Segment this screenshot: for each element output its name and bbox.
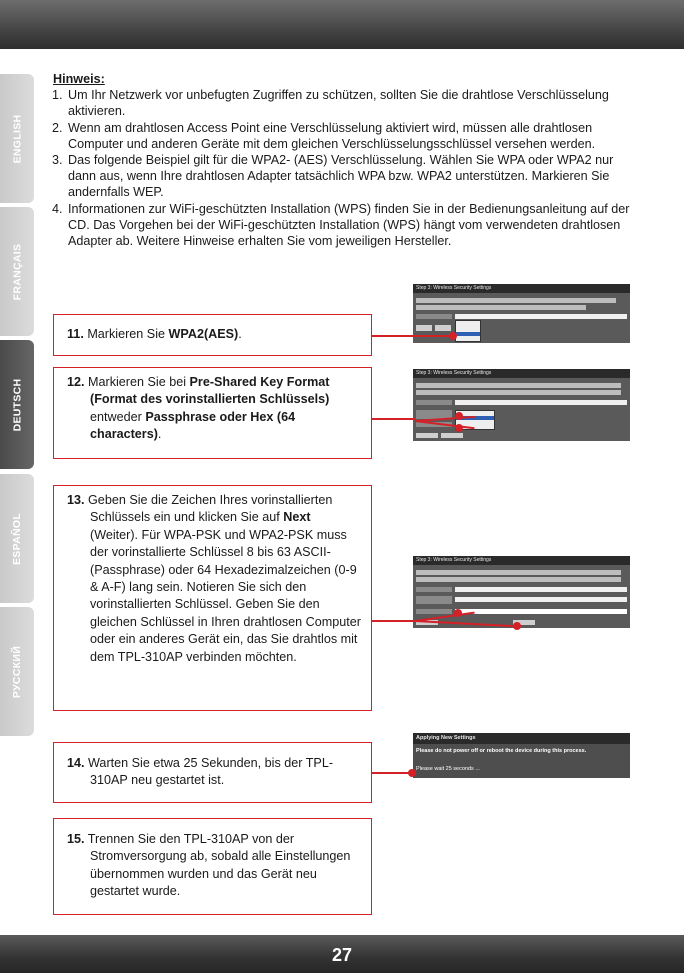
step-text: . [238, 327, 242, 341]
connector-dot [455, 424, 463, 432]
screenshot-option-selected [456, 332, 480, 336]
screenshot-title: Step 3: Wireless Security Settings [413, 284, 630, 293]
screenshot-field [416, 577, 621, 582]
connector-line [372, 620, 416, 622]
connector-dot [449, 332, 457, 340]
step-number: 15. [67, 832, 85, 846]
step-text: entweder [90, 409, 146, 424]
step-number: 12. [67, 375, 85, 389]
connector-dot [513, 622, 521, 630]
step-11-box [53, 314, 372, 356]
tab-english[interactable] [0, 74, 34, 203]
screenshot-field [416, 570, 621, 575]
step-text: (Weiter). Für WPA-PSK und WPA2-PSK muss der vorinstallierte Schlüssel 8 bis 63 ASCII-(Passphrase) oder 64 Hexadezimalzeichen (0-9 & A-F) lang sein. Notieren Sie sich den vorinstallierten Schlüssel. Geben Sie den gleichen Schlüssel in Ihren drahtlosen Computer oder ein anderes Gerät ein, das Sie drahtlos mit dem TPL-310AP verbinden möchten. [90, 527, 361, 664]
header-bar [0, 0, 684, 49]
tab-label: РУССКИЙ [11, 645, 24, 698]
screenshot-field [455, 587, 627, 592]
step-15-box [53, 818, 372, 915]
tab-label: ENGLISH [11, 114, 23, 163]
note-block [53, 71, 633, 249]
screenshot-label [416, 609, 452, 614]
note-item: 2. Wenn am drahtlosen Access Point eine Verschlüsselung aktiviert wird, müssen alle drahtlosen Computer und anderen Geräte mit dem gleichen Verschlüsselungsschlüssel versehen werden. [66, 120, 633, 152]
note-item: 3. Das folgende Beispiel gilt für die WPA2- (AES) Verschlüsselung. Wählen Sie WPA oder WPA2 nur dann aus, wenn Ihre drahtlosen Adapter tatsächlich WPA bzw. WPA2 unterstützen. Markieren Sie andernfalls WEP. [66, 152, 633, 201]
screenshot-message: Please do not power off or reboot the device during this process. [416, 748, 587, 754]
tab-label: ESPAÑOL [11, 512, 24, 565]
screenshot-title: Step 3: Wireless Security Settings [413, 369, 630, 378]
tab-espanol[interactable] [0, 474, 34, 603]
screenshot-title: Step 3: Wireless Security Settings [413, 556, 630, 565]
screenshot-field [416, 298, 616, 303]
screenshot-field [416, 383, 621, 388]
screenshot-applying [413, 733, 630, 778]
step-number: 11. [67, 327, 84, 341]
screenshot-label [416, 587, 452, 592]
screenshot-key-format [413, 369, 630, 441]
screenshot-field [455, 597, 627, 602]
screenshot-title: Applying New Settings [413, 733, 630, 744]
screenshot-label [416, 596, 452, 604]
step-text: . [157, 427, 162, 442]
step-emphasis: Next [283, 510, 311, 525]
screenshot-field [455, 314, 627, 319]
connector-dot [455, 412, 463, 420]
step-text: Geben Sie die Zeichen Ihres vorinstallierten Schlüssels ein und klicken Sie auf [88, 493, 333, 525]
screenshot-button [435, 325, 451, 331]
step-13-box [53, 485, 372, 711]
step-number: 13. [67, 493, 85, 507]
note-title: Hinweis: [53, 72, 105, 86]
tab-label: FRANÇAIS [11, 243, 23, 300]
connector-line [372, 335, 452, 337]
step-emphasis: Pre-Shared Key Format (Format des vorinstallierten Schlüssels) [90, 375, 330, 407]
tab-russian[interactable] [0, 607, 34, 736]
connector-dot [408, 769, 416, 777]
tab-francais[interactable] [0, 207, 34, 336]
step-emphasis: Passphrase oder Hex (64 characters) [90, 409, 296, 442]
screenshot-message: Please wait 25 seconds ... [416, 766, 480, 772]
step-number: 14. [67, 756, 85, 770]
screenshot-field [416, 305, 586, 310]
screenshot-button [441, 433, 463, 438]
connector-dot [454, 609, 462, 617]
screenshot-label [416, 400, 452, 405]
connector-line [372, 418, 416, 420]
connector-line [372, 772, 412, 774]
screenshot-dropdown [455, 320, 481, 342]
note-item: 1. Um Ihr Netzwerk vor unbefugten Zugriffen zu schützen, sollten Sie die drahtlose Verschlüsselung aktivieren. [66, 87, 633, 119]
screenshot-button [416, 325, 432, 331]
step-emphasis: WPA2(AES) [168, 327, 239, 341]
screenshot-key-input [455, 609, 627, 614]
step-14-box [53, 742, 372, 803]
screenshot-button [416, 433, 438, 438]
tab-deutsch[interactable] [0, 340, 34, 469]
screenshot-field [455, 400, 627, 405]
step-text: Markieren Sie [87, 327, 169, 341]
step-text: Warten Sie etwa 25 Sekunden, bis der TPL-310AP neu gestartet ist. [88, 756, 334, 788]
step-text: Trennen Sie den TPL-310AP von der Stromversorgung ab, sobald alle Einstellungen übernommen wurden und das Gerät neu gestartet wurde. [87, 832, 351, 899]
screenshot-label [416, 314, 452, 319]
screenshot-field [416, 390, 621, 395]
page-number: 27 [331, 945, 353, 965]
tab-label: DEUTSCH [11, 378, 24, 431]
step-12-box [53, 367, 372, 459]
note-item: 4. Informationen zur WiFi-geschützten Installation (WPS) finden Sie in der Bedienungsanleitung auf der CD. Das Vorgehen bei der WiFi-geschützten Installation (WPS) hängt vom verwendeten drahtlosen Adapter ab. Weitere Hinweise erhalten Sie vom jeweiligen Hersteller. [66, 201, 633, 250]
step-text: Markieren Sie bei [88, 375, 190, 389]
